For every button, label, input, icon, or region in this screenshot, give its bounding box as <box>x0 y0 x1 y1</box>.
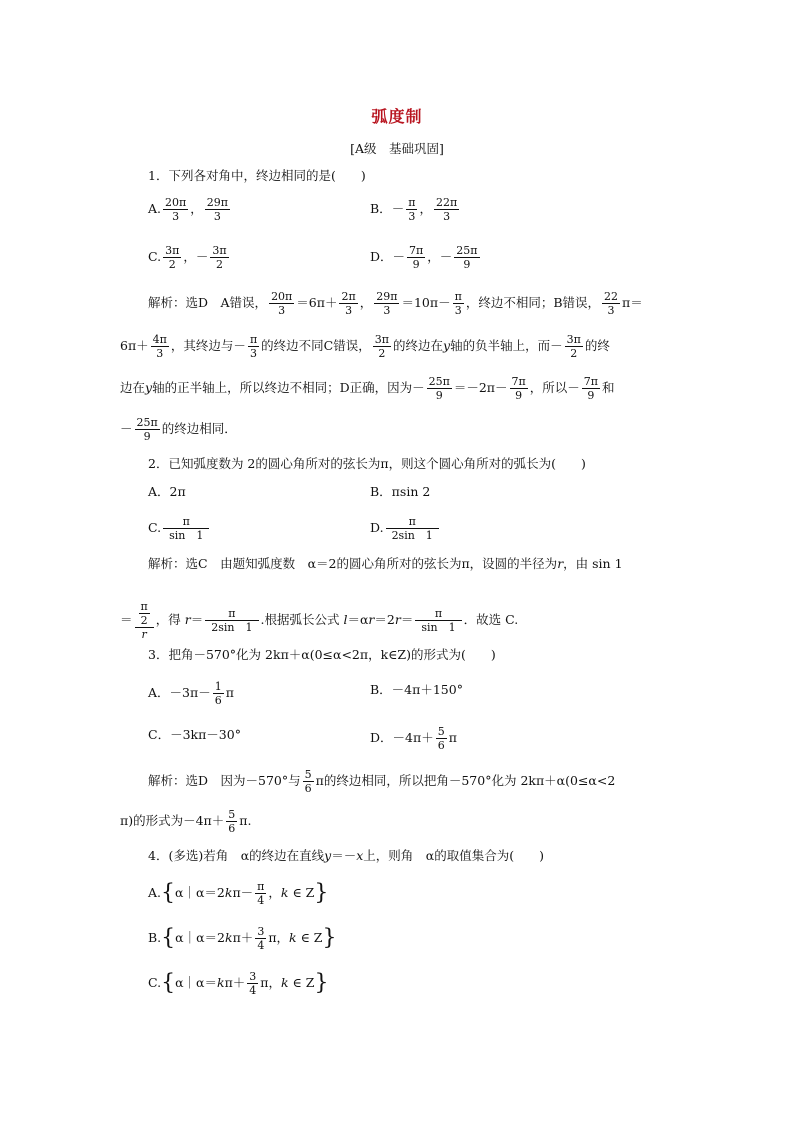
page-title: 弧度制 <box>371 107 423 126</box>
q3-option-c: C．－3kπ－30° <box>148 727 241 742</box>
q1-solution-line3: 边在y轴的正半轴上，所以终边不相同；D正确，因为－ $\frac{25\pi}{9}$ ＝－2π－ $\frac{7\pi}{9}$ ，所以－ $\frac{7\pi}{9}$ 和 <box>120 375 615 402</box>
q2-option-a: A．2π <box>148 484 186 499</box>
q2-option-c: C. $\frac{\pi}{\sin 1}$ <box>148 515 211 542</box>
q1-solution-line1: 解析：选D A错误， $\frac{20\pi}{3}$ ＝6π＋ $\frac{2\pi}{3}$ ， $\frac{29\pi}{3}$ ＝10π－ $\frac{\pi}{3}$ ，终边不相同；B错误， $\frac{22}{3}$ π＝ <box>148 290 643 317</box>
q1-option-c: C. $\frac{3\pi}{2}$ ，－ $\frac{3\pi}{2}$ <box>148 244 227 271</box>
q4-option-b: B.{α｜α＝2kπ＋ $\frac{3}{4}$ π，k ∈ Z} <box>148 925 337 952</box>
q3-option-b: B．－4π＋150° <box>370 682 463 697</box>
q3-stem: 3．把角－570°化为 2kπ＋α(0≤α<2π，k∈Z)的形式为( ) <box>148 647 496 662</box>
q1-stem: 1．下列各对角中，终边相同的是( ) <box>148 168 366 183</box>
q2-option-b: B．πsin 2 <box>370 484 431 499</box>
level-label: [A级 基础巩固] <box>350 141 444 156</box>
q4-option-c: C.{α｜α＝kπ＋ $\frac{3}{4}$ π，k ∈ Z} <box>148 970 329 997</box>
q2-solution-line2: ＝ $\frac{\frac{\pi}{2}}{r}$ ，得 r＝ $\frac{\pi}{2\sin 1}$ .根据弧长公式 l＝αr＝2r＝ $\frac{\pi}{\sin 1}$ ．故选 C. <box>120 600 519 641</box>
q1-option-d: D．－ $\frac{7\pi}{9}$ ，－ $\frac{25\pi}{9}$ <box>370 244 478 271</box>
q1-solution-line2: 6π＋ $\frac{4\pi}{3}$ ，其终边与－ $\frac{\pi}{3}$ 的终边不同C错误， $\frac{3\pi}{2}$ 的终边在y轴的负半轴上，而－ $\frac{3\pi}{2}$ 的终 <box>120 333 610 360</box>
q2-solution-line1: 解析：选C 由题知弧度数 α＝2的圆心角所对的弦长为π，设圆的半径为r，由 sin 1 <box>148 556 623 571</box>
q4-option-a: A.{α｜α＝2kπ－ $\frac{\pi}{4}$ ，k ∈ Z} <box>148 880 329 907</box>
q4-stem: 4．(多选)若角 α的终边在直线y＝－x上，则角 α的取值集合为( ) <box>148 848 544 863</box>
q2-option-d: D. $\frac{\pi}{2\sin 1}$ <box>370 515 441 542</box>
q2-stem: 2．已知弧度数为 2的圆心角所对的弦长为π，则这个圆心角所对的弧长为( ) <box>148 456 586 471</box>
q3-solution-line2: π)的形式为－4π＋ $\frac{5}{6}$ π. <box>120 808 252 835</box>
q1-solution-line4: － $\frac{25\pi}{9}$ 的终边相同． <box>120 416 237 443</box>
q1-option-b: B．－ $\frac{\pi}{3}$ ， $\frac{22\pi}{3}$ <box>370 196 458 223</box>
q3-option-d: D．－4π＋ $\frac{5}{6}$ π <box>370 725 457 752</box>
q3-solution-line1: 解析：选D 因为－570°与 $\frac{5}{6}$ π的终边相同，所以把角－570°化为 2kπ＋α(0≤α<2 <box>148 768 616 795</box>
q3-option-a: A．－3π－ $\frac{1}{6}$ π <box>148 680 234 707</box>
q1-option-a: A. $\frac{20\pi}{3}$ ， $\frac{29\pi}{3}$ <box>148 196 228 223</box>
